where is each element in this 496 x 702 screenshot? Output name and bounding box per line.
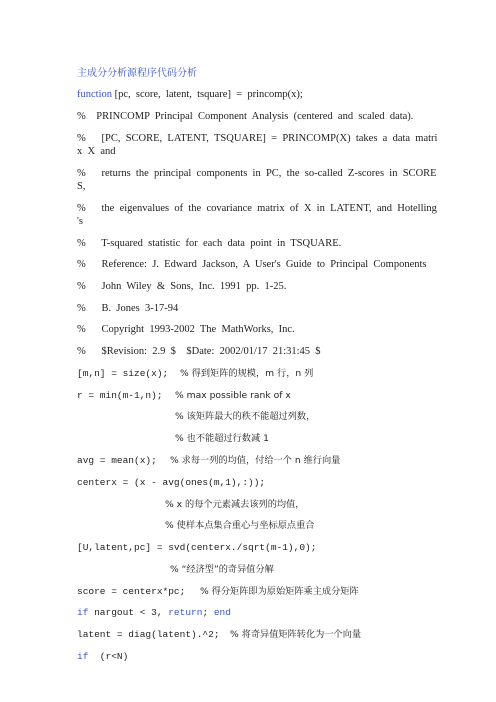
semicolon: ; (202, 607, 214, 618)
code-comment: % “经济型”的奇异值分解 (170, 564, 274, 575)
comment-line: % John Wiley & Sons, Inc. 1991 pp. 1-25. (77, 281, 287, 292)
code-line-latent: latent = diag(latent).^2; (77, 629, 220, 640)
if-condition: (r<N) (88, 651, 129, 662)
code-line-if (77, 650, 128, 664)
code-line-rank: r = min(m-1,n); (77, 390, 163, 401)
code-comment: % 使样本点集合重心与坐标原点重合 (165, 520, 315, 531)
comment-line-wrap: x X and (77, 146, 116, 157)
document-title: 主成分分析源程序代码分析 (77, 68, 197, 79)
end-keyword: end (213, 607, 231, 618)
code-comment: % 将奇异值矩阵转化为一个向量 (230, 629, 362, 640)
comment-line: % $Revision: 2.9 $ $Date: 2002/01/17 21:31:45 $ (77, 346, 321, 357)
comment-line: % Reference: J. Edward Jackson, A User's Guide to Principal Components (77, 259, 427, 270)
code-line-mean: avg = mean(x); (77, 455, 157, 466)
code-line-svd: [U,latent,pc] = svd(centerx./sqrt(m-1),0); (77, 542, 317, 553)
comment-line: % T-squared statistic for each data point in TSQUARE. (77, 238, 342, 249)
code-comment: % max possible rank of x (175, 390, 291, 401)
code-comment: % 得分矩阵即为原始矩阵乘主成分矩阵 (200, 586, 359, 597)
code-comment: % 求每一列的均值，付给一个 n 维行向量 (170, 455, 341, 466)
comment-line: % B. Jones 3-17-94 (77, 303, 179, 314)
comment-line: % Copyright 1993-2002 The MathWorks, Inc. (77, 324, 295, 335)
function-signature (77, 88, 303, 102)
return-keyword: return (168, 607, 203, 618)
comment-line: % PRINCOMP Principal Component Analysis (centered and scaled data). (77, 111, 414, 122)
code-line-score: score = centerx*pc; (77, 586, 186, 597)
comment-line: % the eigenvalues of the covariance matrix of X in LATENT, and Hotelling (77, 203, 437, 214)
comment-line: % [PC, SCORE, LATENT, TSQUARE] = PRINCOMP(X) takes a data matri (77, 133, 438, 144)
code-comment: % 该矩阵最大的秩不能超过列数， (175, 411, 316, 422)
if-keyword: if (77, 651, 89, 662)
if-keyword: if (77, 607, 89, 618)
code-comment: % 也不能超过行数减 1 (175, 433, 269, 444)
nargout-expr: nargout < 3, (88, 607, 169, 618)
code-comment: % x 的每个元素减去该列的均值， (165, 499, 305, 510)
comment-line-wrap: 's (77, 216, 83, 227)
comment-line: % returns the principal components in PC, the so-called Z-scores in SCORE (77, 168, 437, 179)
function-keyword: function (77, 89, 112, 100)
function-signature-text: [pc, score, latent, tsquare] = princomp(x); (112, 89, 303, 100)
code-line-center: centerx = (x - avg(ones(m,1),:)); (77, 477, 266, 488)
comment-line-wrap: S, (77, 181, 86, 192)
code-comment: % 得到矩阵的规模，m 行，n 列 (180, 368, 314, 379)
code-line-nargout (77, 606, 231, 620)
code-line-size: [m,n] = size(x); (77, 368, 169, 379)
